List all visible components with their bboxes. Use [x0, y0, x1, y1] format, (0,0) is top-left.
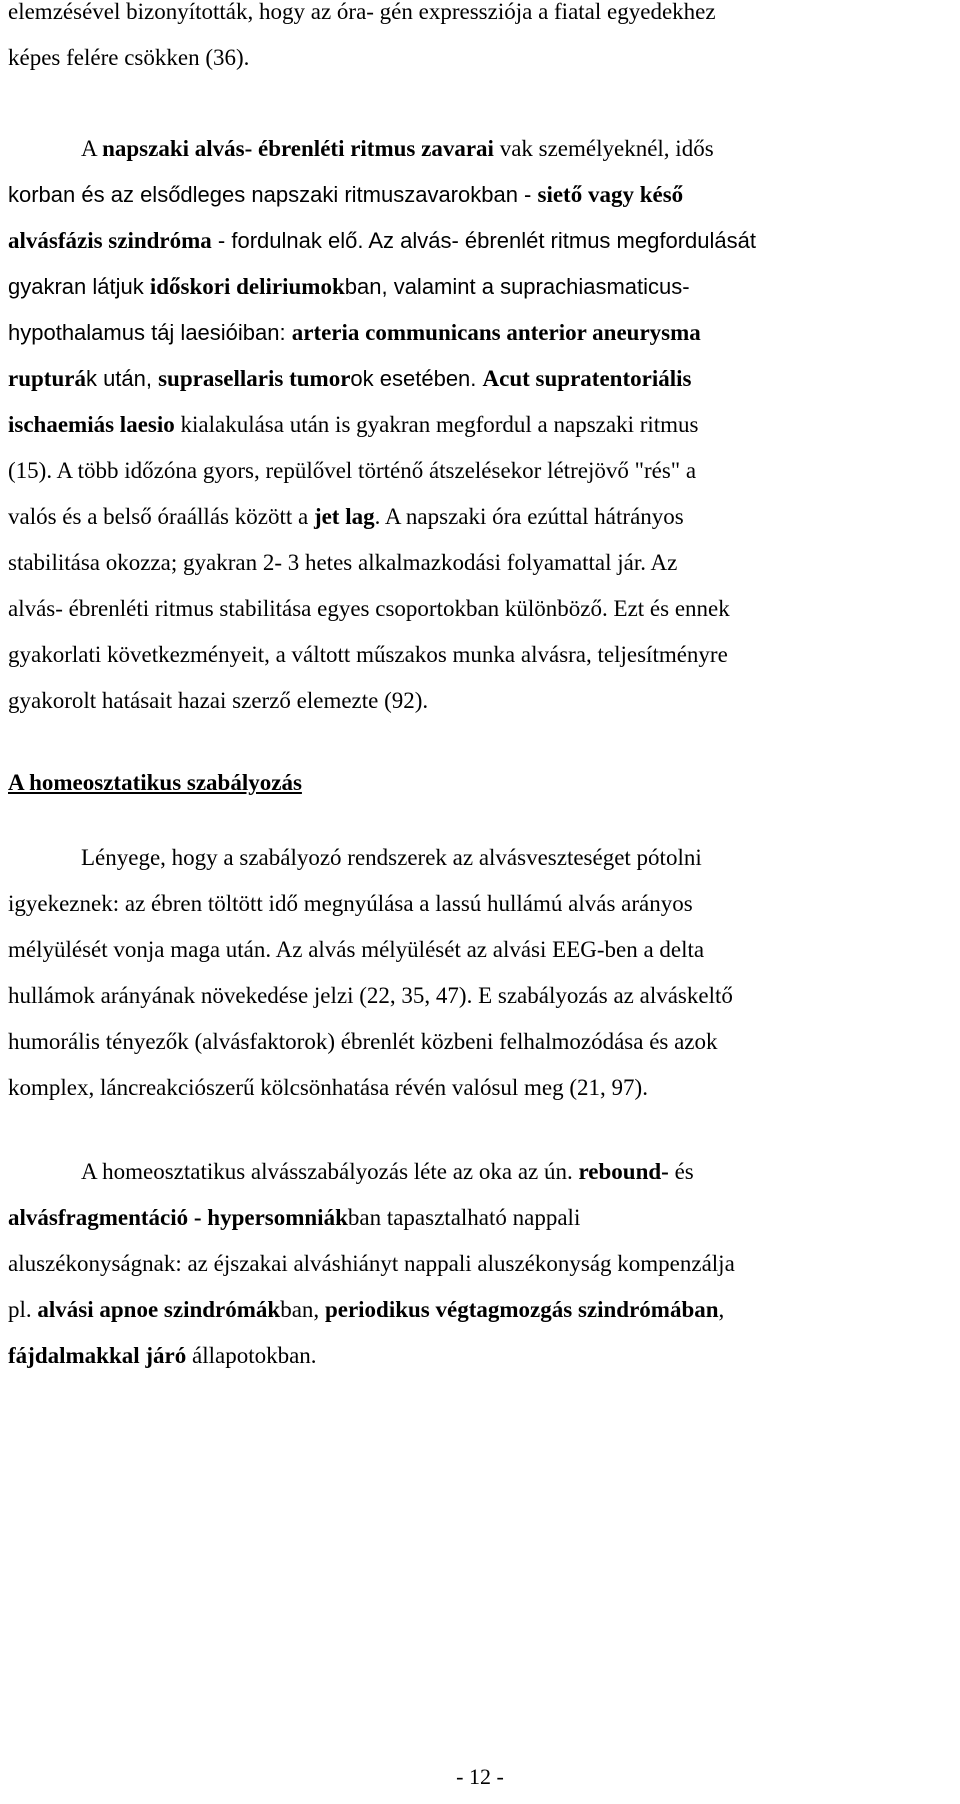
paragraph-line: gyakorlati következményeit, a váltott műszakos munka alvásra, teljesítményre — [8, 642, 728, 667]
paragraph-line: Lényege, hogy a szabályozó rendszerek az alvásveszteséget pótolni — [81, 845, 702, 870]
page-number: - 12 - — [456, 1764, 504, 1789]
paragraph-line: mélyülését vonja maga után. Az alvás mélyülését az alvási EEG-ben a delta — [8, 937, 705, 962]
paragraph-line: gyakran látjuk időskori deliriumokban, valamint a suprachiasmaticus- — [8, 274, 690, 299]
paragraph-line: alvásfragmentáció - hypersomniákban tapasztalható nappali — [8, 1205, 581, 1230]
paragraph-line: elemzésével bizonyították, hogy az óra- gén expressziója a fiatal egyedekhez — [8, 0, 716, 24]
paragraph-line: hullámok arányának növekedése jelzi (22, 35, 47). E szabályozás az alváskeltő — [8, 983, 733, 1008]
paragraph-line: hypothalamus táj laesióiban: arteria communicans anterior aneurysma — [8, 320, 701, 345]
paragraph-line: alvás- ébrenléti ritmus stabilitása egyes csoportokban különböző. Ezt és ennek — [8, 596, 730, 621]
paragraph-line: komplex, láncreakciószerű kölcsönhatása révén valósul meg (21, 97). — [8, 1075, 648, 1100]
paragraph-line: rupturák után, suprasellaris tumorok esetében. Acut supratentoriális — [8, 366, 692, 391]
paragraph-line: valós és a belső óraállás között a jet lag. A napszaki óra ezúttal hátrányos — [8, 504, 684, 529]
paragraph-line: gyakorolt hatásait hazai szerző elemezte (92). — [8, 688, 429, 713]
paragraph-line: korban és az elsődleges napszaki ritmuszavarokban - siető vagy késő — [8, 182, 684, 207]
paragraph-line: képes felére csökken (36). — [8, 45, 250, 70]
paragraph-line: humorális tényezők (alvásfaktorok) ébrenlét közbeni felhalmozódása és azok — [8, 1029, 718, 1054]
paragraph-line: A napszaki alvás- ébrenléti ritmus zavarai vak személyeknél, idős — [81, 136, 714, 161]
paragraph-line: A homeosztatikus alvásszabályozás léte az oka az ún. rebound- és — [81, 1159, 694, 1184]
paragraph-line: fájdalmakkal járó állapotokban. — [8, 1343, 317, 1368]
paragraph-line: (15). A több időzóna gyors, repülővel történő átszelésekor létrejövő "rés" a — [8, 458, 697, 483]
paragraph-line: ischaemiás laesio kialakulása után is gyakran megfordul a napszaki ritmus — [8, 412, 699, 437]
paragraph-line: aluszékonyságnak: az éjszakai alváshiányt nappali aluszékonyság kompenzálja — [8, 1251, 735, 1276]
paragraph-line: alvásfázis szindróma - fordulnak elő. Az alvás- ébrenlét ritmus megfordulását — [8, 228, 756, 253]
paragraph-line: igyekeznek: az ébren töltött idő megnyúlása a lassú hullámú alvás arányos — [8, 891, 693, 916]
paragraph-line: stabilitása okozza; gyakran 2- 3 hetes alkalmazkodási folyamattal jár. Az — [8, 550, 678, 575]
section-heading: A homeosztatikus szabályozás — [8, 770, 302, 795]
paragraph-line: pl. alvási apnoe szindrómákban, periodikus végtagmozgás szindrómában, — [8, 1297, 725, 1322]
